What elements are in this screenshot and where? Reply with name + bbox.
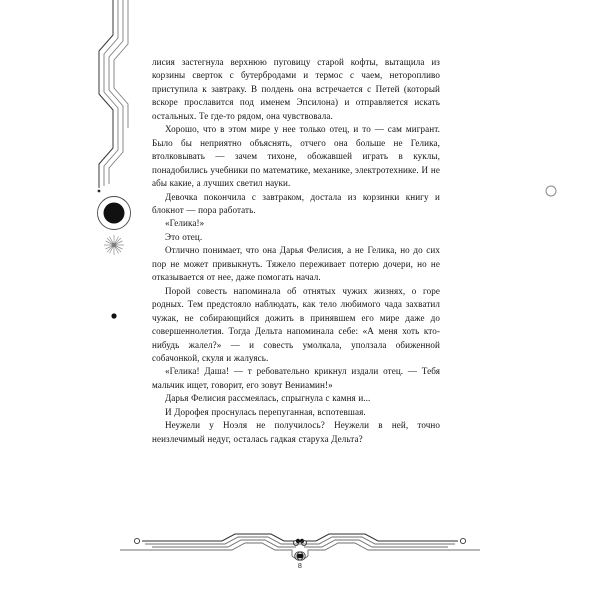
footer-endpoint-open [301, 540, 306, 545]
sparkle-core [112, 243, 117, 248]
paragraph: Это отец. [165, 231, 203, 242]
body-text-column [152, 56, 440, 446]
circuit-trace-lines [104, 0, 128, 186]
footer-endpoint-filled [300, 539, 304, 543]
footer-endpoint-open [293, 540, 298, 545]
paragraph: лисия застегнула верхнюю пуговицу старой кофты, вытащила из корзины сверток с бутербродами и термос с чаем, неторопливо приступила к завтраку. В полдень она встречается с Петей (который вскоре прославится под именем Эпсилона) и отправляется искать остальных. Те где-то рядом, она чувствовала. [152, 57, 440, 121]
page-number: 8 [297, 561, 303, 570]
paragraph: «Гелика!» [165, 218, 205, 229]
footer-endpoint-ringed [297, 552, 305, 560]
footer-endpoint-ringed [295, 552, 303, 560]
paragraph: Неужели у Ноэля не получилось? Неужели в ней, точно неизлечимый недуг, осталась гадкая старуха Дельта? [152, 420, 440, 444]
small-filled-dot [111, 313, 116, 318]
starburst-sparkle [104, 235, 124, 255]
paragraph: «Гелика! Даша! — т ребовательно крикнул издали отец. — Тебя мальчик ищет, говорит, его зовут Вениамин!» [152, 366, 440, 390]
paragraph: Дарья Фелисия рассмеялась, спрыгнула с камня и... [165, 393, 371, 404]
footer-rule-right [300, 537, 480, 559]
left-margin-ornament [0, 0, 160, 600]
paragraph: Девочка покончила с завтраком, достала из корзинки книгу и блокнот — пора работать. [152, 191, 440, 215]
footer-rule-right-dark [305, 534, 458, 541]
footer-rule-left-dark [142, 534, 295, 541]
paragraph: И Дорофея проснулась перепуганная, вспотевшая. [165, 406, 366, 417]
footer-rule-left [120, 537, 300, 559]
footer-endpoint-open [134, 538, 139, 543]
small-open-ring [546, 186, 556, 196]
right-margin-ornament [520, 0, 600, 600]
paragraph: Хорошо, что в этом мире у нее только отец, и то — сам мигрант. Было бы неприятно объяснять, отчего она больше не Гелика, втолковывать — зачем тихоне, обожавшей играть в куклы, понадобились учебники по математике, механике, электротехнике. И не абы какие, а лучших светил науки. [152, 124, 440, 189]
circuit-trace-lines-dark [99, 0, 113, 188]
filled-circle-with-ring [98, 197, 131, 230]
footer-endpoint-filled [296, 539, 300, 543]
paragraph: Отлично понимает, что она Дарья Фелисия, а не Гелика, но до сих пор не может привыкнуть. Тяжело переживает потерю дочери, но не отказывается от нее, даже помогать начал. [152, 245, 440, 283]
trace-end-dot [98, 190, 101, 193]
paragraph: Порой совесть напоминала об отнятых чужих жизнях, о горе родных. Тем предстояло наблюдать, как тело любимого чада захватил чужак, не собирающийся дожить в принявшем его мире даже до совершеннолетия. Тогда Дельта напоминала себе: «А меня хоть кто-нибудь жалел?» — и совесть умолкала, уползала обиженной собачонкой, скуля и жалуясь. [152, 285, 440, 363]
footer-endpoint-open [460, 538, 465, 543]
